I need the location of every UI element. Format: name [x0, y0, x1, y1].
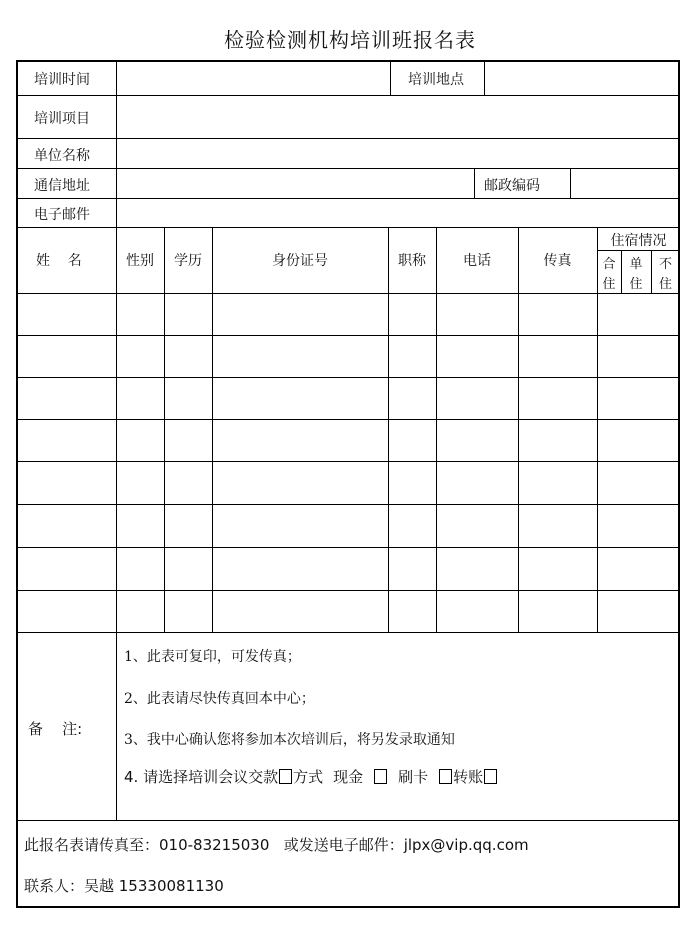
row-divider — [16, 820, 680, 821]
remark-4-prefix: 4. 请选择培训会议交款 — [124, 768, 279, 786]
col-header-name: 姓 名 — [36, 253, 82, 269]
train-time-label: 培训时间 — [34, 72, 90, 88]
column-divider — [116, 632, 117, 820]
email-label: 电子邮件 — [34, 207, 90, 223]
unit-name-label: 单位名称 — [34, 148, 90, 164]
card-label: 刷卡 — [398, 768, 429, 786]
contact-line: 联系人：吴越 15330081130 — [24, 877, 224, 895]
cash-label: 现金 — [333, 768, 364, 786]
remarks-label: 备 注: — [28, 720, 83, 738]
col-header-job-title: 职称 — [398, 253, 426, 269]
remark-2: 2、此表请尽快传真回本中心； — [124, 691, 315, 707]
column-divider — [164, 227, 165, 632]
transfer-checkbox[interactable] — [439, 769, 452, 784]
lodging-single-2: 住 — [629, 277, 643, 292]
col-header-gender: 性别 — [126, 253, 154, 269]
column-divider — [116, 227, 117, 632]
cash-checkbox[interactable] — [374, 769, 387, 784]
column-divider — [116, 60, 117, 227]
column-divider — [390, 60, 391, 95]
col-header-lodging: 住宿情况 — [610, 233, 667, 249]
method-label: 方式 — [293, 768, 324, 786]
col-header-education: 学历 — [174, 253, 202, 269]
column-divider — [518, 227, 519, 632]
train-project-label: 培训项目 — [34, 111, 90, 127]
remark-3: 3、我中心确认您将参加本次培训后，将另发录取通知 — [124, 732, 455, 748]
lodging-none-1: 不 — [658, 257, 672, 272]
method-checkbox[interactable] — [279, 769, 292, 784]
lodging-divider — [597, 250, 680, 251]
fax-email-line: 此报名表请传真至：010-83215030 或发送电子邮件：jlpx@vip.qq.com — [24, 836, 529, 854]
remark-4 — [124, 766, 498, 787]
lodging-shared-1: 合 — [602, 257, 616, 272]
postcode-label: 邮政编码 — [484, 178, 540, 194]
column-divider — [212, 227, 213, 632]
lodging-none-2: 住 — [658, 277, 672, 292]
remark-1: 1、此表可复印，可发传真； — [124, 649, 301, 665]
column-divider — [484, 60, 485, 95]
train-place-label: 培训地点 — [408, 72, 464, 88]
column-divider — [570, 168, 571, 198]
column-divider — [436, 227, 437, 632]
address-label: 通信地址 — [34, 178, 90, 194]
transfer-label: 转账 — [453, 768, 484, 786]
lodging-single-1: 单 — [629, 257, 643, 272]
col-header-id-number: 身份证号 — [272, 253, 328, 269]
column-divider — [388, 227, 389, 632]
lodging-shared-2: 住 — [602, 277, 616, 292]
transfer-end-checkbox[interactable] — [484, 769, 497, 784]
column-divider — [474, 168, 475, 198]
col-header-fax: 传真 — [543, 253, 572, 269]
col-header-phone: 电话 — [463, 253, 491, 269]
form-title: 检验检测机构培训班报名表 — [224, 28, 476, 52]
